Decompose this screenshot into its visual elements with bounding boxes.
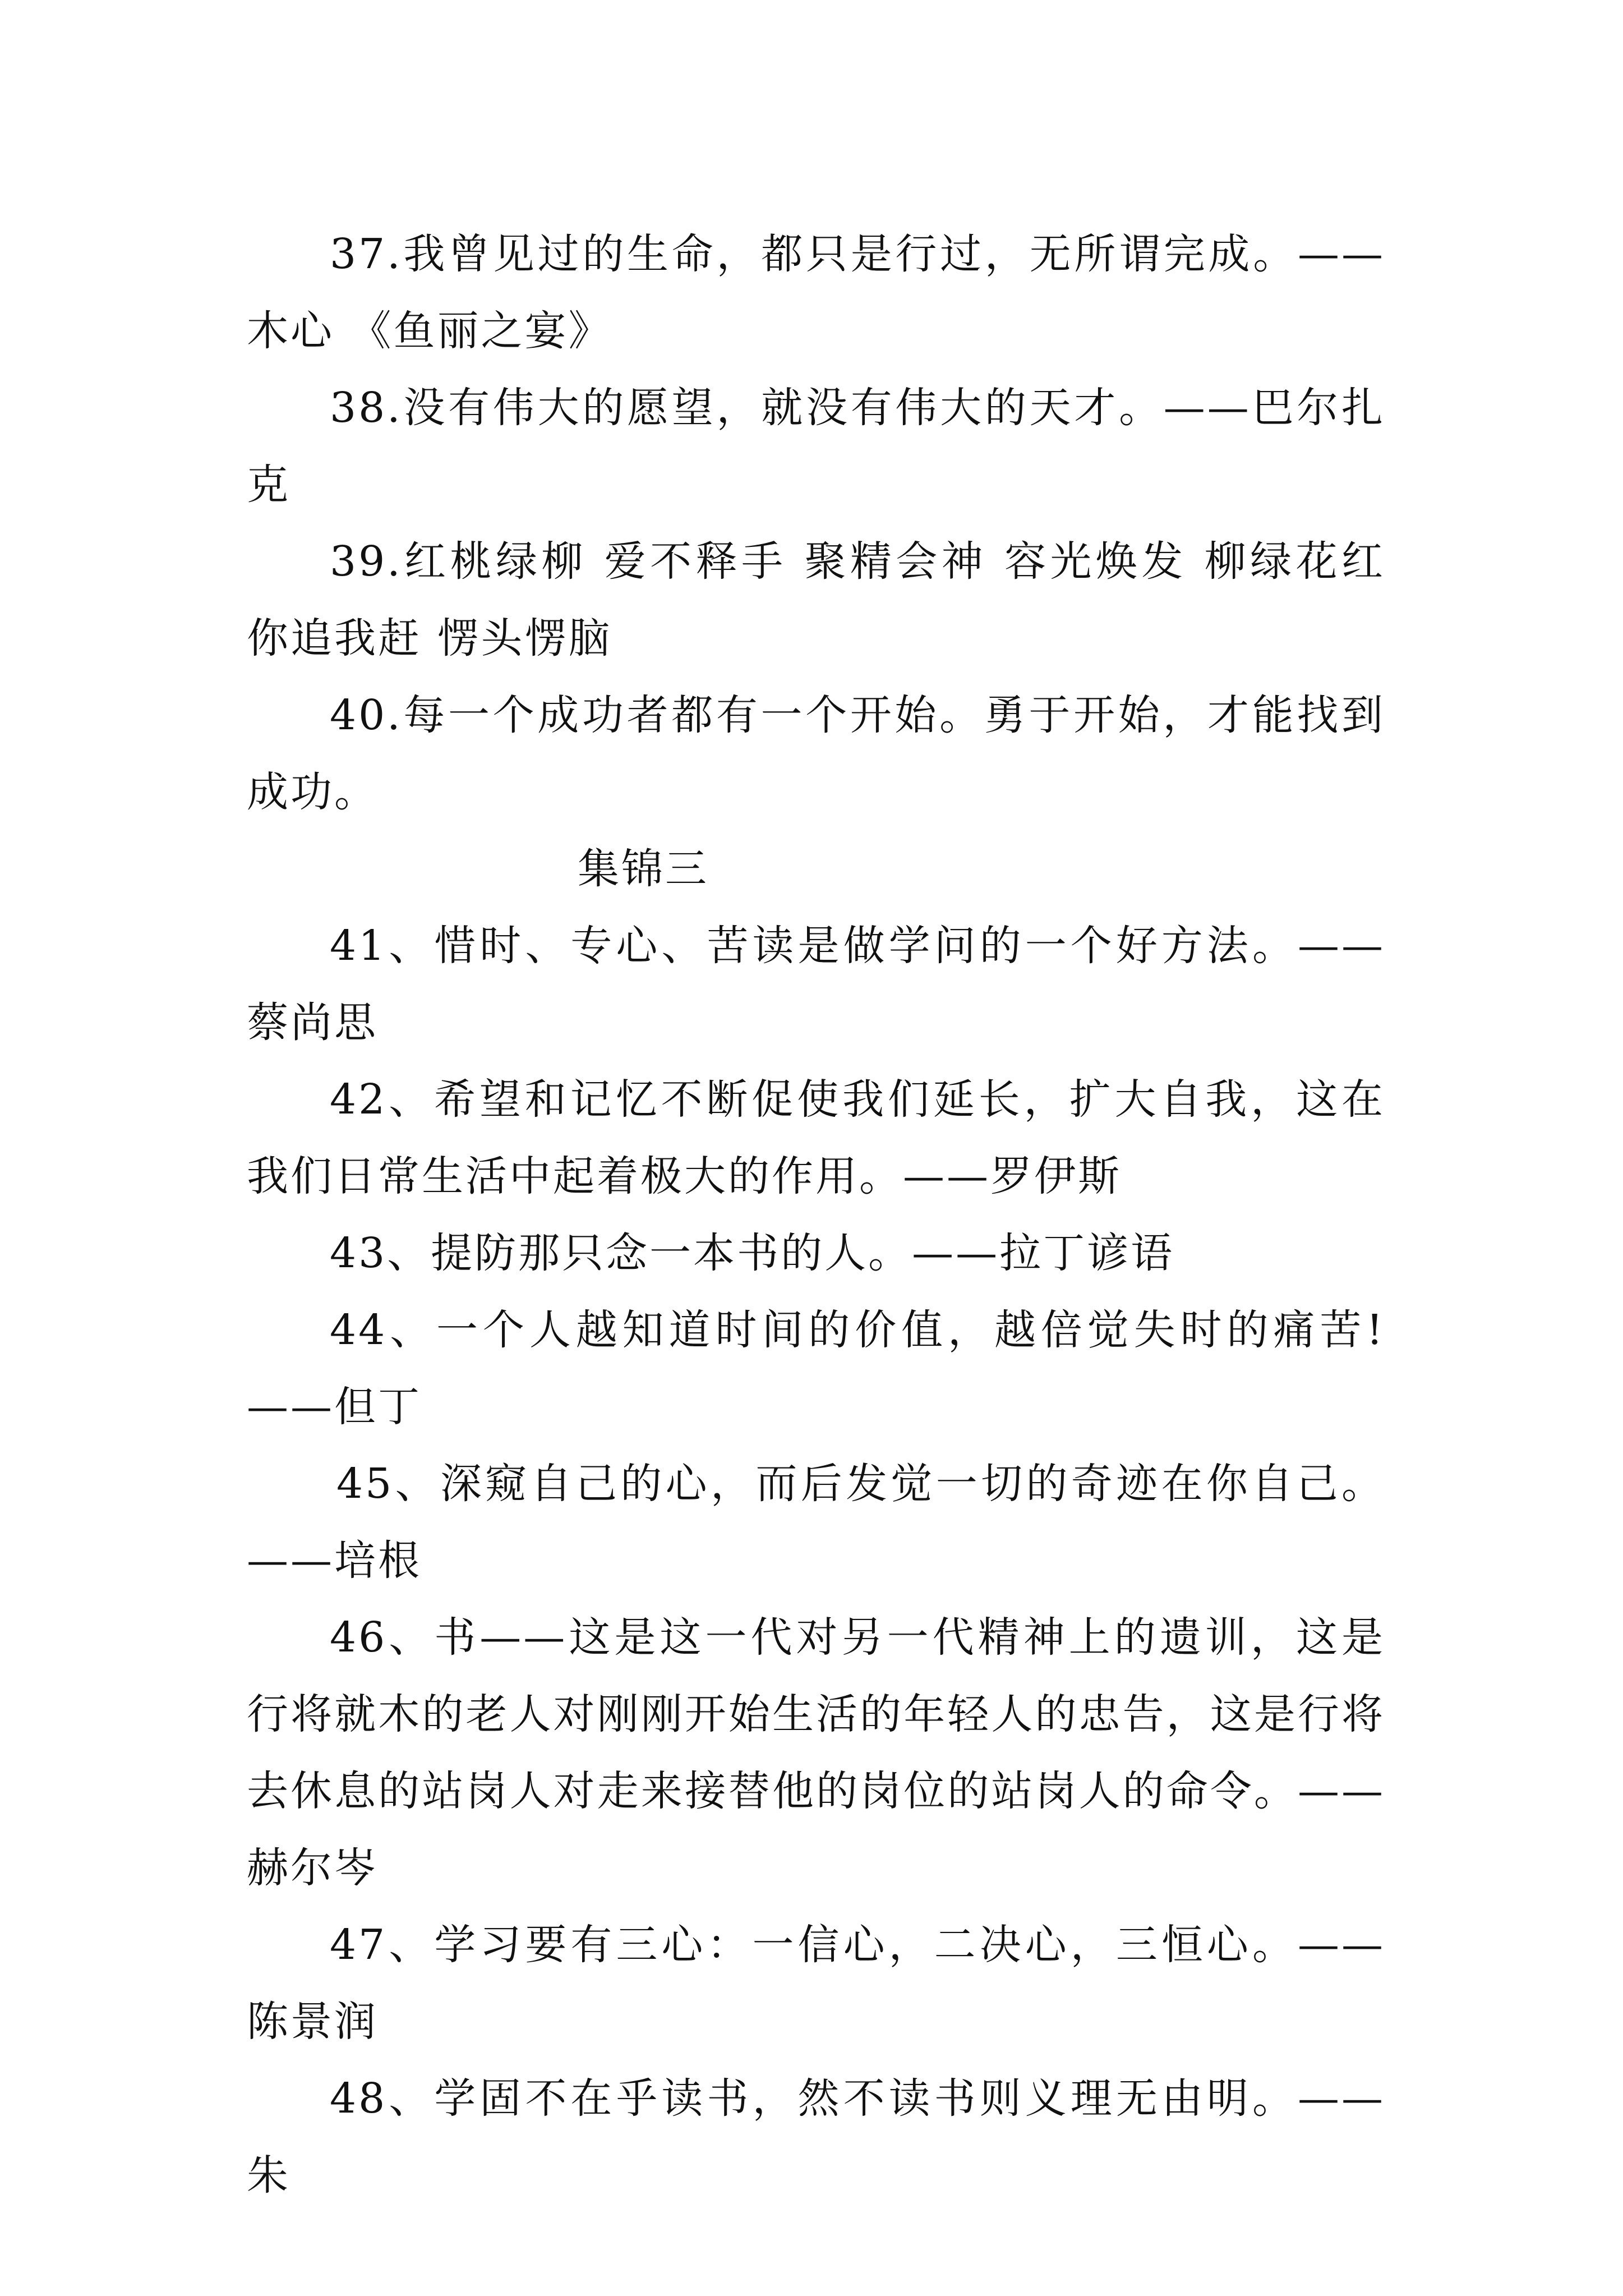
quote-38: 38.没有伟大的愿望，就没有伟大的天才。——巴尔扎克 xyxy=(247,384,1385,509)
quote-44: 44、一个人越知道时间的价值，越倍觉失时的痛苦!——但丁 xyxy=(247,1306,1385,1431)
quote-43: 43、提防那只念一本书的人。——拉丁谚语 xyxy=(330,1229,1175,1277)
quote-40: 40.每一个成功者都有一个开始。勇于开始，才能找到成功。 xyxy=(247,691,1385,816)
quote-41: 41、惜时、专心、苦读是做学问的一个好方法。——蔡尚思 xyxy=(247,922,1385,1047)
idiom-list-39: 39.红桃绿柳 爱不释手 聚精会神 容光焕发 柳绿花红 你追我赶 愣头愣脑 xyxy=(247,537,1385,662)
quote-46: 46、书——这是这一代对另一代精神上的遗训，这是行将就木的老人对刚刚开始生活的年轻人的忠告，这是行将去休息的站岗人对走来接替他的岗位的站岗人的命令。——赫尔岑 xyxy=(247,1613,1385,1892)
section-heading: 集锦三 xyxy=(578,845,709,893)
quote-47: 47、学习要有三心：一信心，二决心，三恒心。——陈景润 xyxy=(247,1921,1385,2046)
quote-45: 45、深窥自己的心，而后发觉一切的奇迹在你自己。——培根 xyxy=(247,1460,1385,1585)
quote-37: 37.我曾见过的生命，都只是行过，无所谓完成。——木心 《鱼丽之宴》 xyxy=(247,230,1385,355)
quote-42: 42、希望和记忆不断促使我们延长，扩大自我，这在我们日常生活中起着极大的作用。——罗伊斯 xyxy=(247,1075,1385,1200)
document-body xyxy=(247,216,1385,2214)
quote-48: 48、学固不在乎读书，然不读书则义理无由明。——朱 xyxy=(247,2074,1385,2200)
